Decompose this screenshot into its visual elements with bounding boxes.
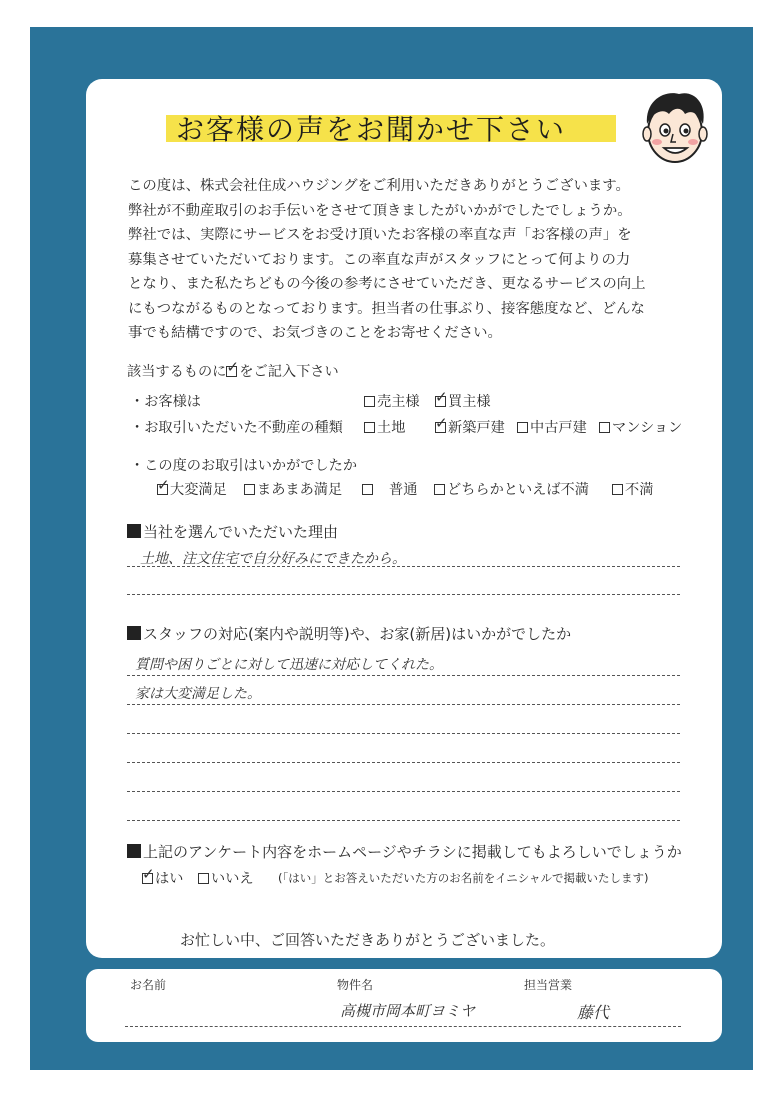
option-label: はい	[155, 871, 184, 887]
option-publish-no[interactable]	[198, 868, 254, 888]
answer-line	[127, 791, 680, 792]
answer-line	[127, 820, 680, 821]
answer-line	[127, 675, 680, 676]
checkbox-very-satisfied[interactable]	[157, 484, 168, 495]
option-seller[interactable]	[364, 391, 420, 411]
option-publish-yes[interactable]	[142, 868, 183, 888]
checkbox-used-house[interactable]	[517, 422, 528, 433]
name-label: お名前	[130, 978, 167, 992]
checkbox-buyer[interactable]	[435, 396, 446, 407]
instruction	[127, 361, 339, 381]
publish-heading	[127, 841, 682, 862]
answer-line	[127, 566, 680, 567]
checkbox-publish-yes[interactable]	[142, 873, 153, 884]
option-mansion[interactable]	[599, 417, 682, 437]
q-satisfaction-label: ・この度のお取引はいかがでしたか	[130, 458, 358, 474]
intro-line: 事でも結構ですので、お気づきのことをお寄せください。	[128, 325, 502, 341]
option-label: 買主様	[448, 394, 491, 410]
check-example-icon	[226, 366, 237, 377]
intro-paragraph	[128, 174, 646, 346]
section-square-icon	[127, 524, 141, 538]
q-customer-label: ・お客様は	[130, 394, 201, 410]
section-square-icon	[127, 844, 141, 858]
staff-heading-text: スタッフの対応(案内や説明等)や、お家(新居)はいかがでしたか	[143, 625, 572, 643]
option-used-house[interactable]	[517, 417, 587, 437]
section-square-icon	[127, 626, 141, 640]
q-property-label: ・お取引いただいた不動産の種類	[130, 420, 343, 436]
staff-answer-line1[interactable]: 質問や困りごとに対して迅速に対応してくれた。	[135, 657, 443, 673]
option-land[interactable]	[364, 417, 405, 437]
thanks-message: お忙しい中、ご回答いただきありがとうございました。	[180, 931, 556, 949]
answer-line	[127, 762, 680, 763]
option-label: 不満	[625, 482, 654, 498]
answer-line	[127, 733, 680, 734]
page-title: お客様の声をお聞かせ下さい	[176, 113, 567, 146]
intro-line: この度は、株式会社住成ハウジングをご利用いただきありがとうございます。	[128, 178, 630, 194]
option-neutral[interactable]	[362, 479, 417, 499]
option-label: 新築戸建	[448, 420, 505, 436]
reason-heading-text: 当社を選んでいただいた理由	[143, 523, 339, 541]
option-dissatisfied[interactable]	[612, 479, 653, 499]
checkbox-land[interactable]	[364, 422, 375, 433]
instruction-text-after: をご記入下さい	[239, 364, 339, 380]
option-label: いいえ	[211, 871, 254, 887]
option-somewhat-dissatisfied[interactable]	[434, 479, 589, 499]
publish-heading-text: 上記のアンケート内容をホームページやチラシに掲載してもよろしいでしょうか	[143, 843, 682, 861]
checkbox-new-house[interactable]	[435, 422, 446, 433]
intro-line: 弊社では、実際にサービスをお受け頂いたお客様の率直な声「お客様の声」を	[128, 227, 632, 243]
intro-line: にもつながるものとなっております。担当者の仕事ぶり、接客態度など、どんな	[128, 300, 645, 317]
checkbox-dissatisfied[interactable]	[612, 484, 623, 495]
staff-answer-line2[interactable]: 家は大変満足した。	[135, 686, 261, 702]
intro-line: 弊社が不動産取引のお手伝いをさせて頂きましたがいかがでしたでしょうか。	[128, 202, 632, 219]
checkbox-mansion[interactable]	[599, 422, 610, 433]
property-label: 物件名	[337, 978, 374, 992]
staff-value[interactable]: 藤代	[577, 1003, 610, 1022]
reason-heading	[127, 521, 338, 542]
answer-line	[127, 594, 680, 595]
footer-line	[125, 1026, 681, 1027]
option-satisfied[interactable]	[244, 479, 342, 499]
checkbox-satisfied[interactable]	[244, 484, 255, 495]
option-label: まあまあ満足	[257, 482, 343, 498]
option-label: 普通	[389, 482, 418, 498]
option-label: マンション	[612, 420, 683, 436]
option-label: 大変満足	[170, 482, 227, 498]
option-buyer[interactable]	[435, 391, 491, 411]
checkbox-somewhat-dissatisfied[interactable]	[434, 484, 445, 495]
staff-heading	[127, 623, 571, 644]
option-label: 中古戸建	[530, 420, 587, 436]
checkbox-publish-no[interactable]	[198, 873, 209, 884]
intro-line: 募集させていただいております。この率直な声がスタッフにとって何よりの力	[128, 251, 631, 268]
publish-note: (「はい」とお答えいただいた方のお名前をイニシャルで掲載いたします)	[278, 871, 649, 885]
option-label: どちらかといえば不満	[447, 482, 589, 498]
instruction-text: 該当するものに	[127, 364, 227, 380]
staff-label: 担当営業	[524, 978, 573, 992]
intro-line: となり、また私たちどもの今後の参考にさせていただき、更なるサービスの向上	[128, 276, 646, 292]
option-very-satisfied[interactable]	[157, 479, 227, 499]
property-value[interactable]: 高槻市岡本町ヨミヤ	[340, 1002, 476, 1020]
option-label: 土地	[377, 420, 406, 436]
mascot-face-icon	[635, 88, 715, 166]
checkbox-neutral[interactable]	[362, 484, 373, 495]
reason-answer[interactable]: 土地、注文住宅で自分好みにできたから。	[140, 551, 406, 567]
option-new-house[interactable]	[435, 417, 505, 437]
answer-line	[127, 704, 680, 705]
checkbox-seller[interactable]	[364, 396, 375, 407]
option-label: 売主様	[377, 394, 420, 410]
